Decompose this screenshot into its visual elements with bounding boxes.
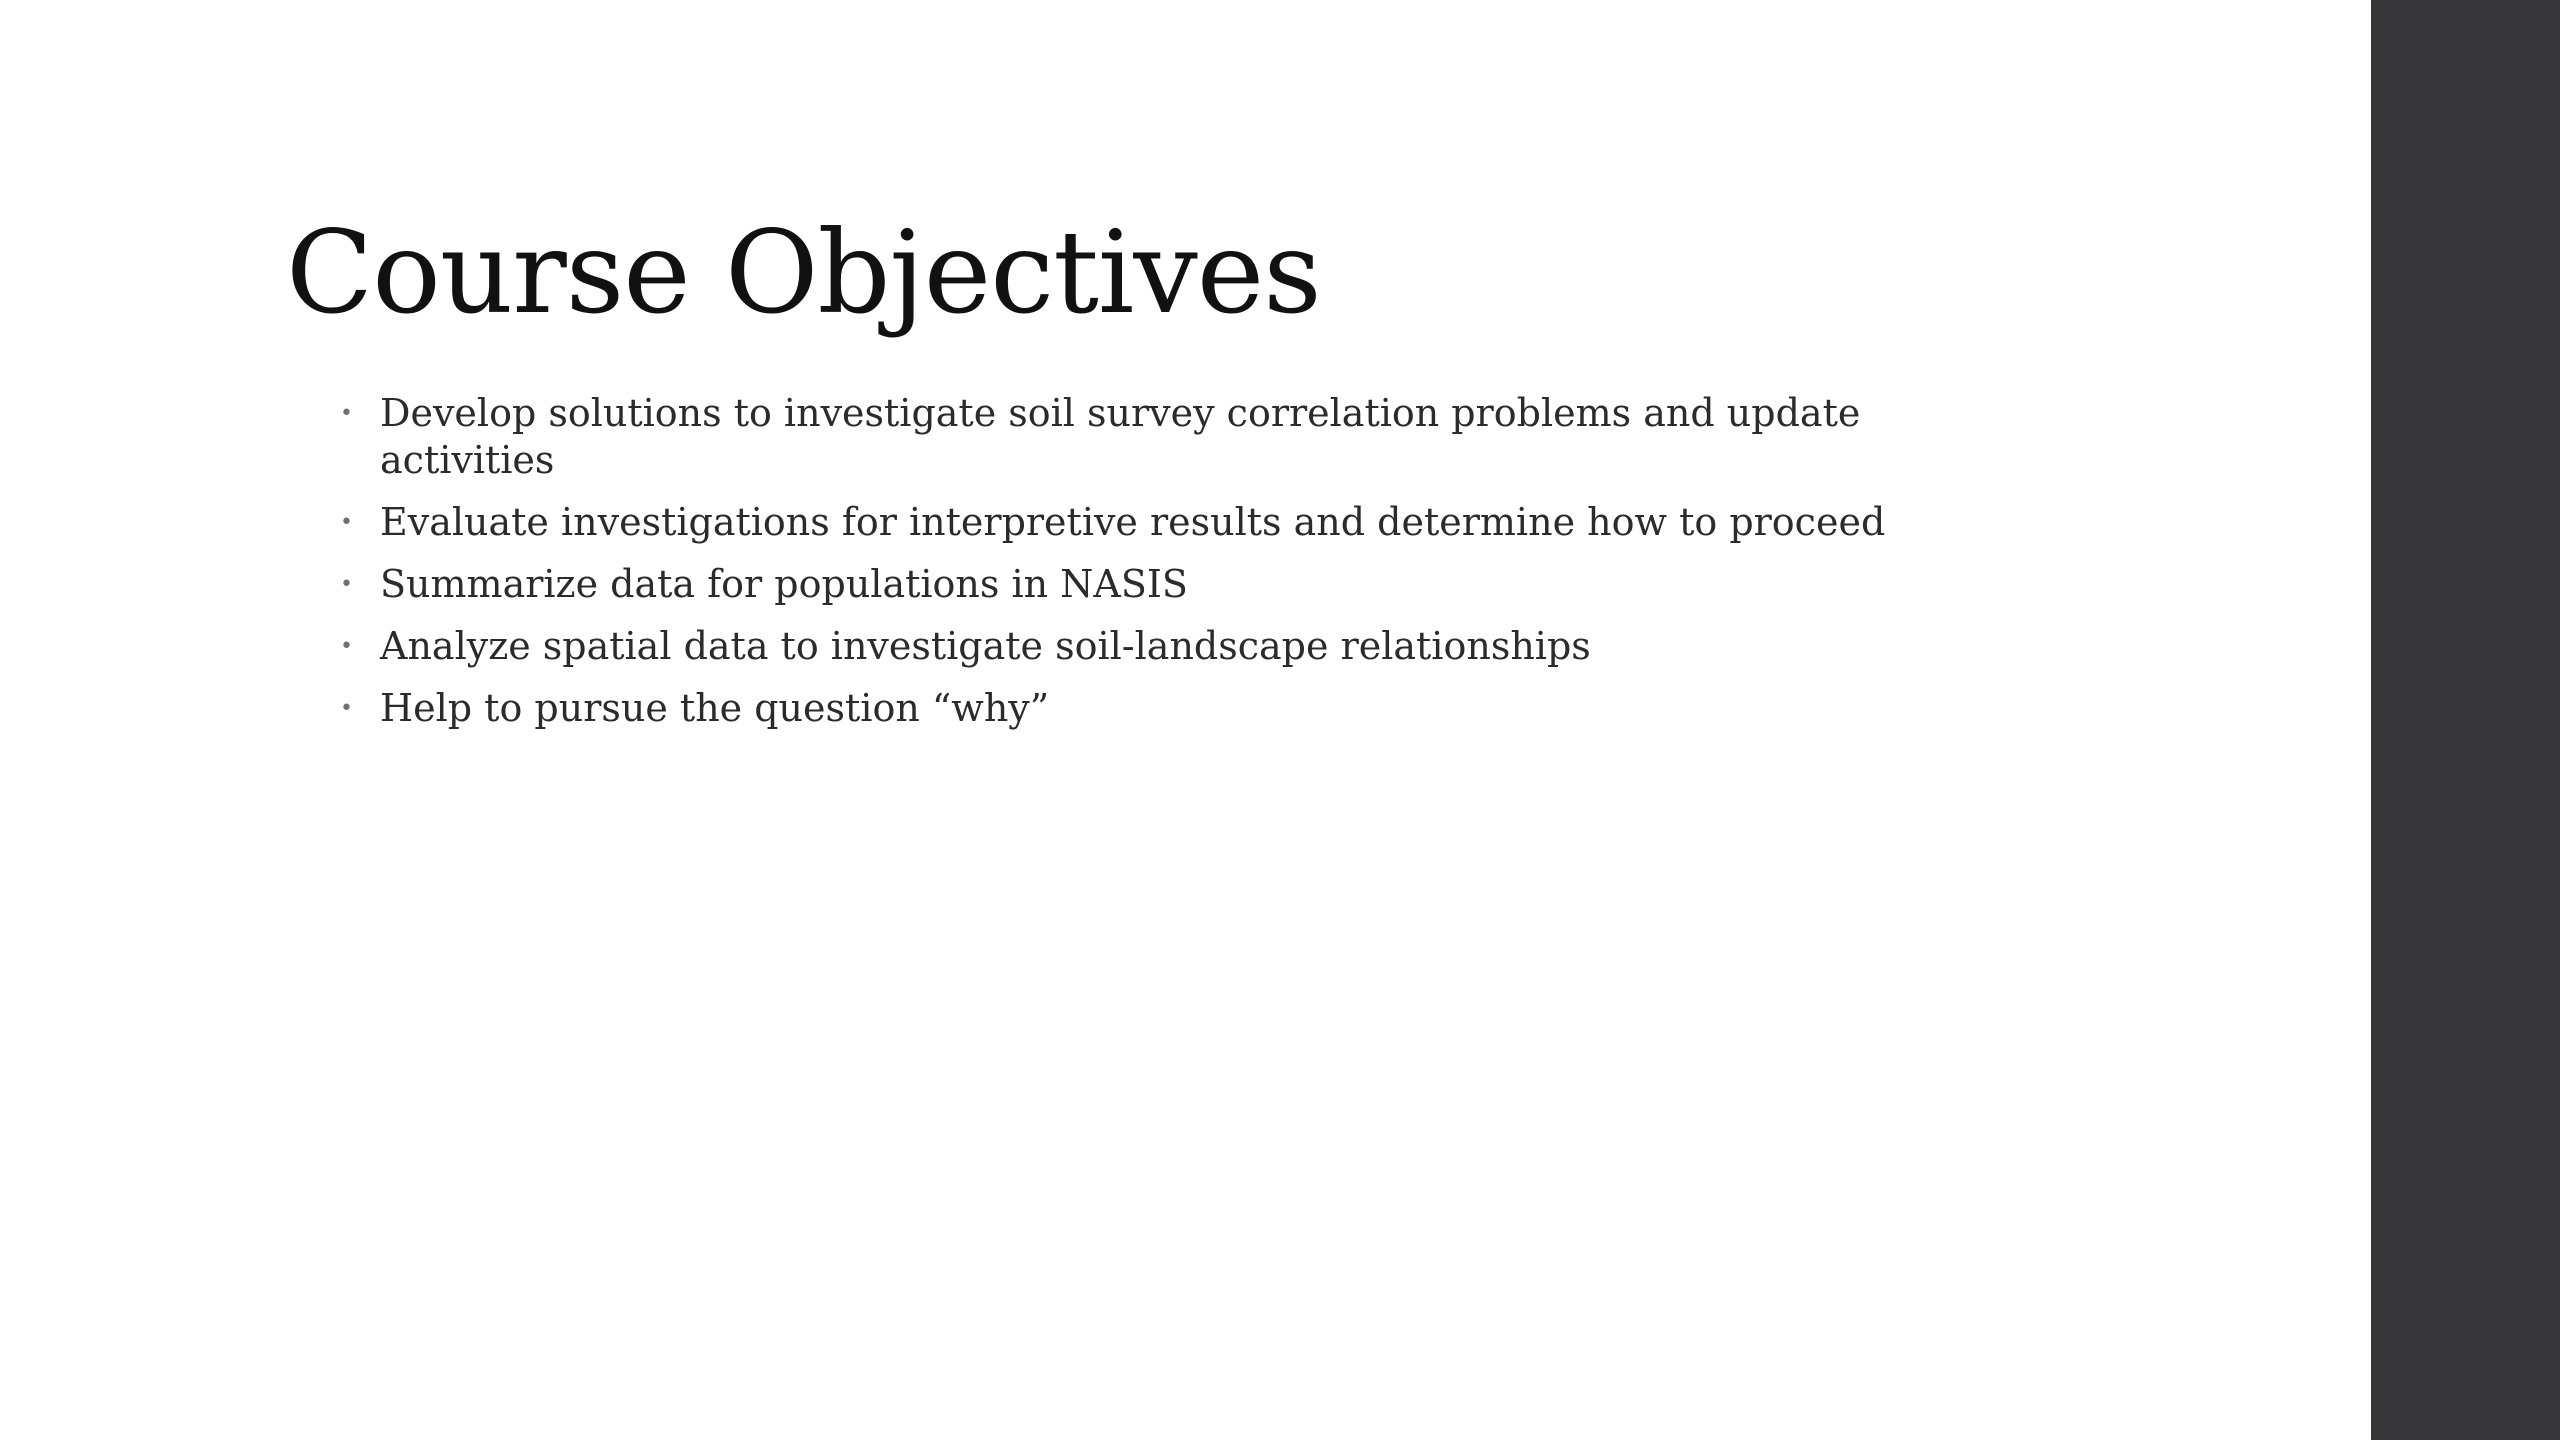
bullet-icon: • (340, 401, 353, 426)
list-item (340, 390, 1980, 484)
bullet-icon: • (340, 696, 353, 721)
objectives-list (340, 390, 1980, 747)
list-item-text: Analyze spatial data to investigate soil-landscape relationships (380, 624, 1591, 668)
list-item (340, 623, 1980, 670)
list-item (340, 685, 1980, 732)
bullet-icon: • (340, 634, 353, 659)
side-accent-bar (2371, 0, 2560, 1440)
list-item-text: Help to pursue the question “why” (380, 686, 1050, 730)
slide-title: Course Objectives (286, 206, 1321, 339)
list-item-text: Develop solutions to investigate soil survey correlation problems and update activities (380, 391, 1861, 482)
list-item-text: Summarize data for populations in NASIS (380, 562, 1188, 606)
list-item (340, 499, 1980, 546)
bullet-icon: • (340, 572, 353, 597)
bullet-icon: • (340, 510, 353, 535)
list-item (340, 561, 1980, 608)
list-item-text: Evaluate investigations for interpretive results and determine how to proceed (380, 500, 1886, 544)
